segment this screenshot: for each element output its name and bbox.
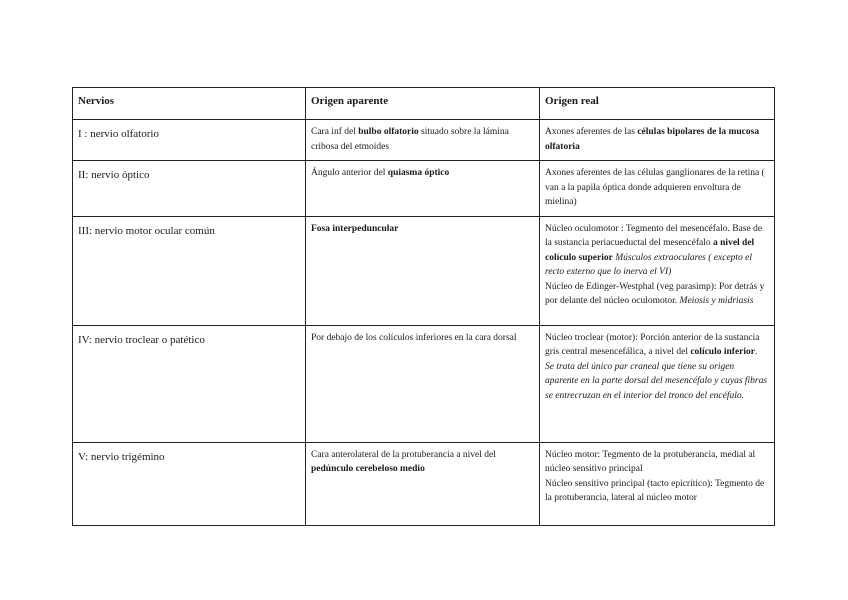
nerve-name: II: nervio óptico <box>73 161 306 217</box>
nerve-name: I : nervio olfatorio <box>73 120 306 161</box>
nerve-name: III: nervio motor ocular común <box>73 216 306 325</box>
real-origin: Axones aferentes de las células bipolares de la mucosa olfatoria <box>540 120 775 161</box>
apparent-origin: Cara anterolateral de la protuberancia a nivel del pedúnculo cerebeloso medio <box>306 442 540 525</box>
apparent-origin: Cara inf del bulbo olfatorio situado sobre la lámina cribosa del etmoides <box>306 120 540 161</box>
table-row <box>73 325 775 442</box>
real-origin: Núcleo oculomotor : Tegmento del mesencéfalo. Base de la sustancia periacueductal del mesencéfalo a nivel del colículo superior Músculos extraoculares ( excepto el recto externo que lo inerva el VI) Núcleo de Edinger-Westphal (veg parasimp): Por detrás y por delante del núcleo oculomotor. Meiosis y midriasis <box>540 216 775 325</box>
apparent-origin: Fosa interpeduncular <box>306 216 540 325</box>
table-row <box>73 120 775 161</box>
header-nervios: Nervios <box>73 88 306 120</box>
header-origen-real: Origen real <box>540 88 775 120</box>
nerve-name: V: nervio trigémino <box>73 442 306 525</box>
nerve-name: IV: nervio troclear o patético <box>73 325 306 442</box>
cranial-nerves-table <box>72 87 775 526</box>
table-header-row <box>73 88 775 120</box>
apparent-origin: Por debajo de los colículos inferiores en la cara dorsal <box>306 325 540 442</box>
apparent-origin: Ángulo anterior del quiasma óptico <box>306 161 540 217</box>
real-origin: Núcleo motor: Tegmento de la protuberancia, medial al núcleo sensitivo principal Núcleo sensitivo principal (tacto epicrítico): Tegmento de la protuberancia, lateral al núcleo motor <box>540 442 775 525</box>
real-origin: Axones aferentes de las células ganglionares de la retina ( van a la papila óptica donde adquieren envoltura de mielina) <box>540 161 775 217</box>
table-row <box>73 442 775 525</box>
real-origin: Núcleo troclear (motor): Porción anterior de la sustancia gris central mesencefálica, a nivel del colículo inferior. Se trata del único par craneal que tiene su origen aparente en la parte dorsal del mesencéfalo y cuyas fibras se entrecruzan en el interior del tronco del encéfalo. <box>540 325 775 442</box>
table-row <box>73 216 775 325</box>
header-origen-aparente: Origen aparente <box>306 88 540 120</box>
table-row <box>73 161 775 217</box>
